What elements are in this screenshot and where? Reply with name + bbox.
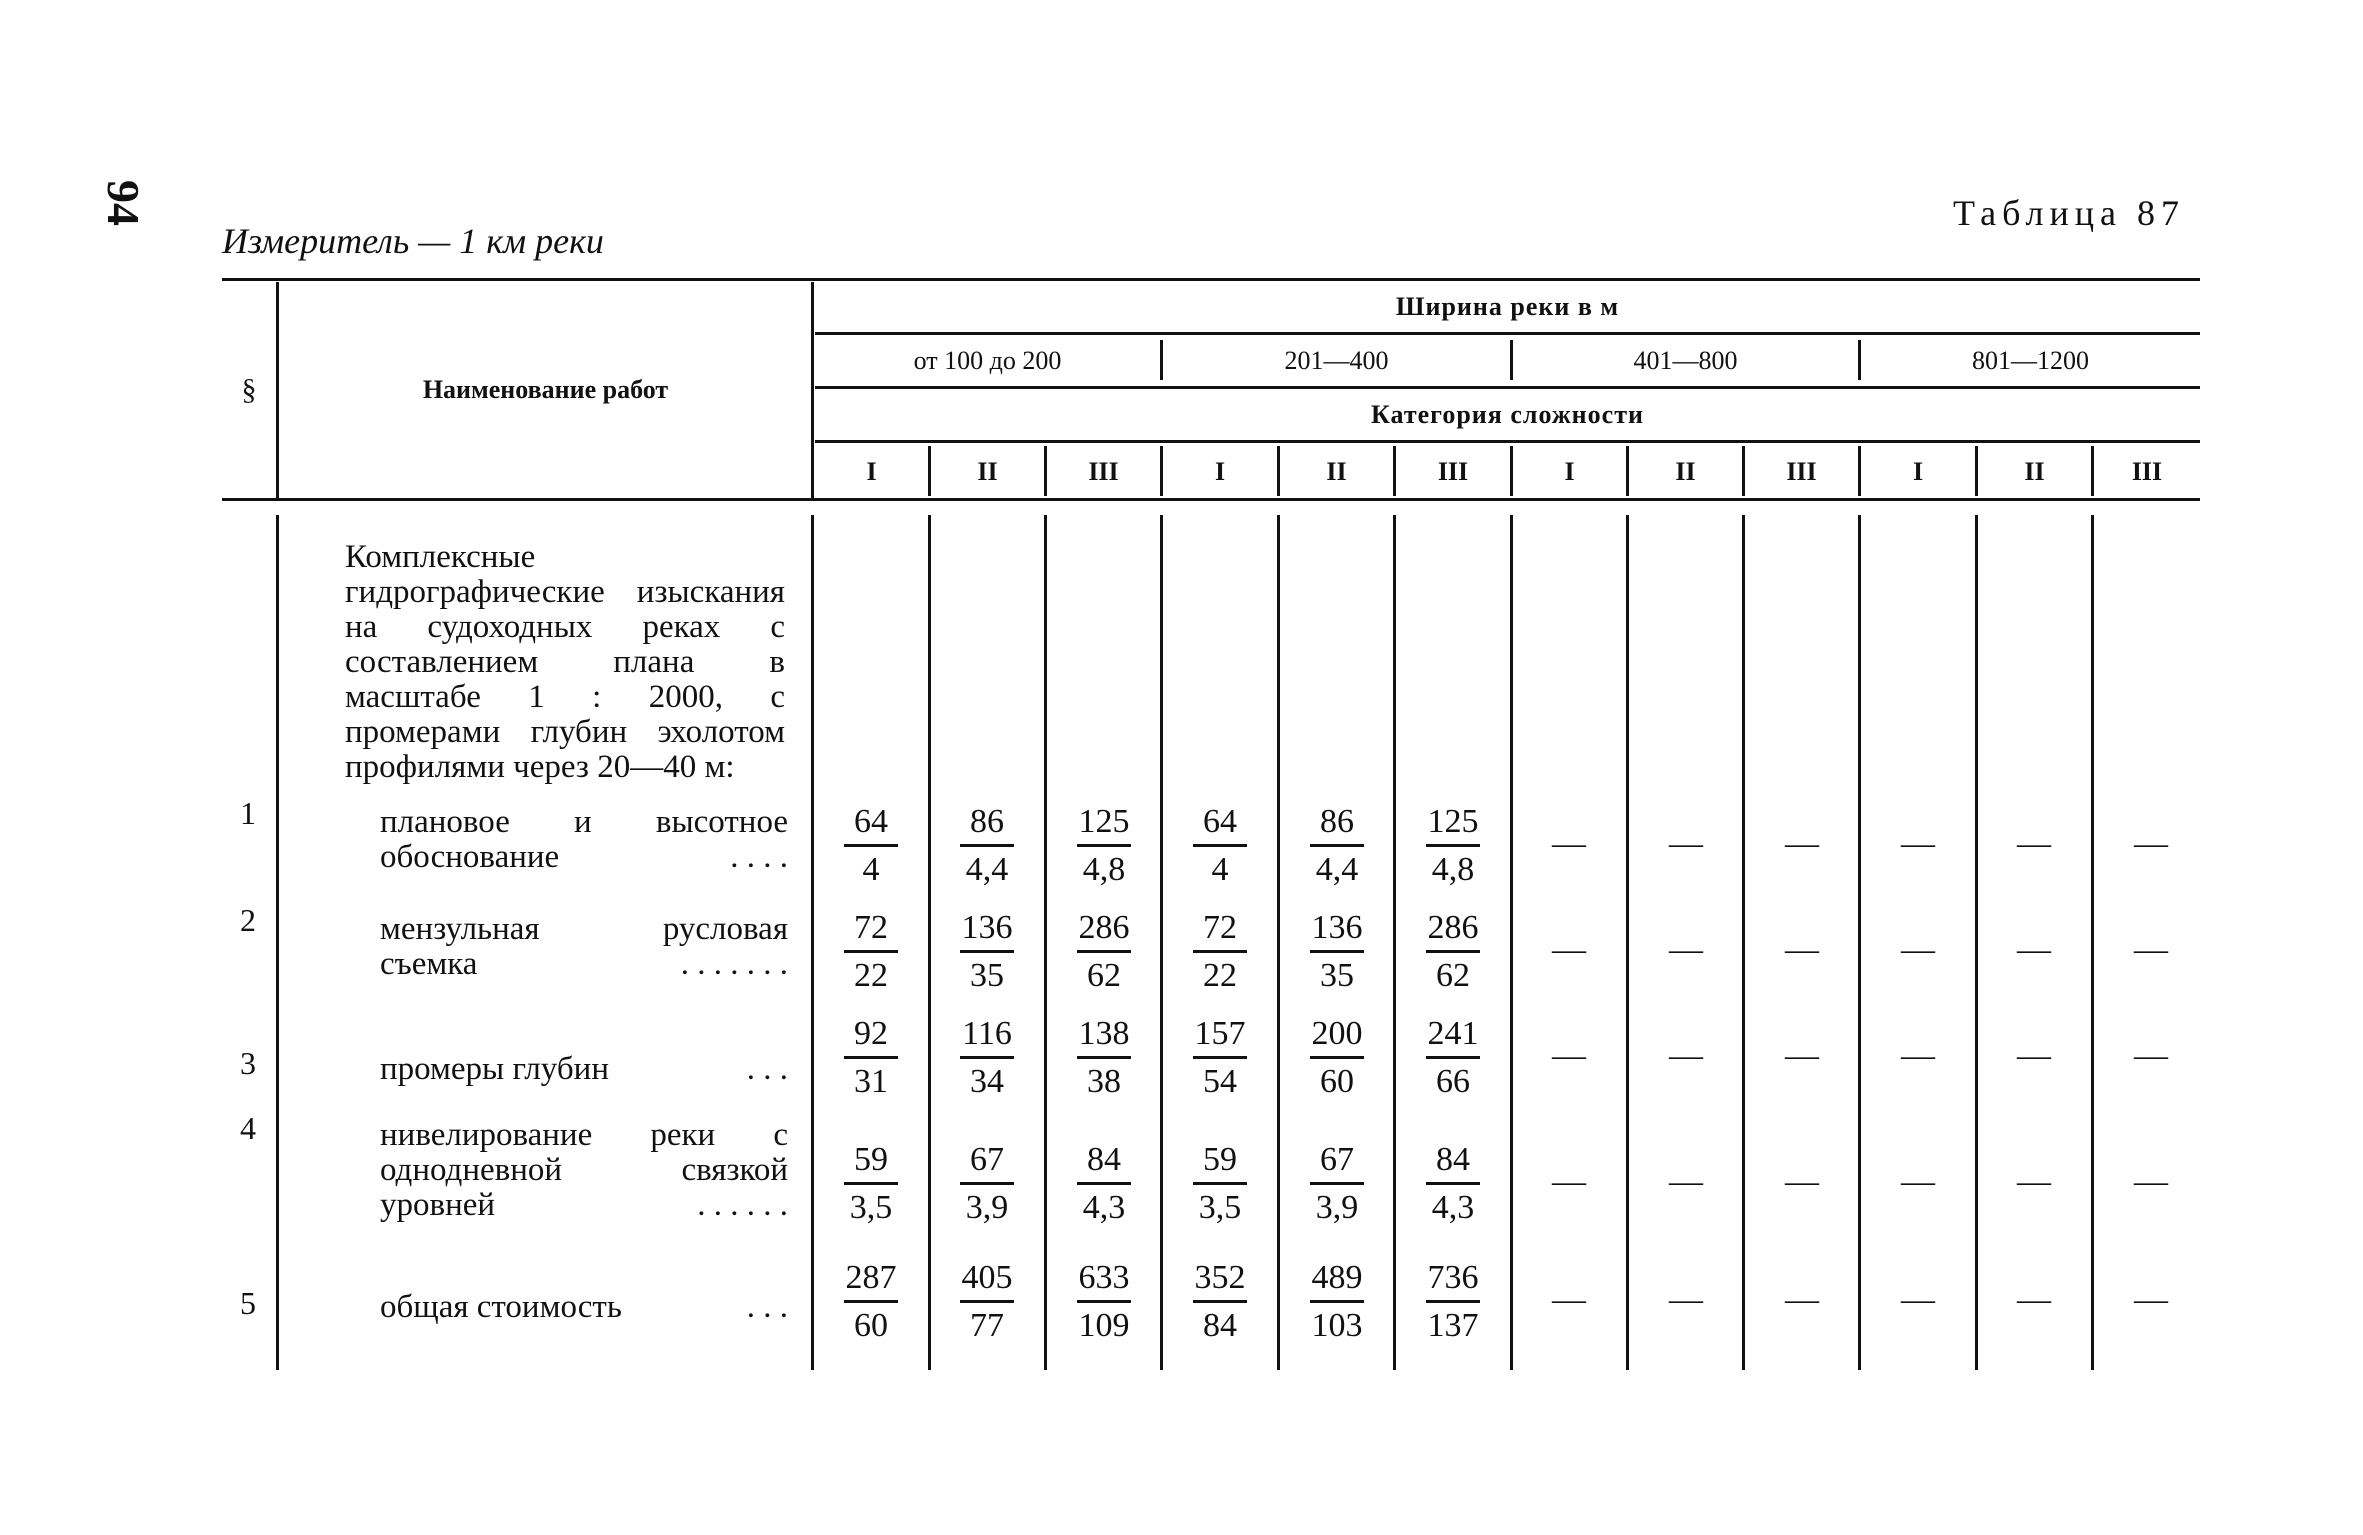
fraction-denominator: 4,8 xyxy=(1431,851,1475,888)
empty-value-dash: — xyxy=(1669,1281,1703,1318)
empty-value-dash: — xyxy=(1901,1163,1935,1200)
fraction-numerator: 125 xyxy=(1078,803,1130,840)
header-rule-complexity xyxy=(815,440,2200,443)
river-width-header: Ширина реки в м xyxy=(1395,292,1620,321)
value-fraction xyxy=(1395,1256,1511,1347)
value-fraction xyxy=(1279,1138,1395,1229)
empty-value-dash: — xyxy=(1552,1037,1586,1074)
fraction-denominator: 22 xyxy=(854,957,888,994)
row-number: 1 xyxy=(240,795,256,831)
range-header-4: 801—1200 xyxy=(1972,346,2089,375)
category-header: I xyxy=(1214,457,1226,486)
range-header-3: 401—800 xyxy=(1633,346,1738,375)
value-fraction xyxy=(1395,1138,1511,1229)
fraction-numerator: 84 xyxy=(1436,1141,1470,1178)
row-label: плановое и высотное обоснование . . . . xyxy=(380,804,788,875)
fraction-denominator: 62 xyxy=(1436,957,1470,994)
fraction-denominator: 4,4 xyxy=(965,851,1009,888)
fraction-numerator: 72 xyxy=(854,909,888,946)
empty-value-dash: — xyxy=(1785,1037,1819,1074)
fraction-numerator: 116 xyxy=(962,1015,1012,1052)
value-fraction xyxy=(1395,1012,1511,1103)
value-fraction xyxy=(929,1012,1045,1103)
range-header-1: от 100 до 200 xyxy=(913,346,1062,375)
fraction-numerator: 405 xyxy=(961,1259,1013,1296)
value-fraction xyxy=(813,800,929,891)
fraction-denominator: 137 xyxy=(1427,1307,1479,1344)
value-fraction xyxy=(1162,1012,1278,1103)
category-header: II xyxy=(1675,457,1696,486)
fraction-denominator: 35 xyxy=(1320,957,1354,994)
category-header: III xyxy=(1786,457,1817,486)
fraction-numerator: 72 xyxy=(1203,909,1237,946)
empty-value-dash: — xyxy=(2134,825,2168,862)
fraction-numerator: 736 xyxy=(1427,1259,1479,1296)
empty-value-dash: — xyxy=(1552,825,1586,862)
value-fraction xyxy=(929,906,1045,997)
value-fraction xyxy=(1046,1256,1162,1347)
fraction-numerator: 633 xyxy=(1078,1259,1130,1296)
body-col-line xyxy=(276,515,279,1370)
empty-value-dash: — xyxy=(1552,931,1586,968)
row-number: 4 xyxy=(240,1110,256,1146)
fraction-numerator: 136 xyxy=(1311,909,1363,946)
header-rule-width xyxy=(815,332,2200,335)
empty-value-dash: — xyxy=(2134,931,2168,968)
empty-value-dash: — xyxy=(1785,1163,1819,1200)
fraction-denominator: 60 xyxy=(1320,1063,1354,1100)
fraction-denominator: 84 xyxy=(1203,1307,1237,1344)
category-header: III xyxy=(1088,457,1119,486)
empty-value-dash: — xyxy=(1901,1281,1935,1318)
empty-value-dash: — xyxy=(2017,1037,2051,1074)
category-header: I xyxy=(1912,457,1924,486)
empty-value-dash: — xyxy=(1785,931,1819,968)
fraction-denominator: 4,4 xyxy=(1315,851,1359,888)
empty-value-dash: — xyxy=(2017,1281,2051,1318)
empty-value-dash: — xyxy=(1669,931,1703,968)
fraction-denominator: 109 xyxy=(1078,1307,1130,1344)
range-header-2: 201—400 xyxy=(1284,346,1389,375)
fraction-numerator: 59 xyxy=(854,1141,888,1178)
fraction-denominator: 4 xyxy=(1211,851,1229,888)
row-number: 3 xyxy=(240,1045,256,1081)
section-intro-text: Комплексные гидрографические изыскания на судоходных реках с составлением плана в масштабе 1 : 2000, с промерами глубин эхолотом профилями через 20—40 м: xyxy=(345,539,785,785)
work-name-header: Наименование работ xyxy=(422,375,669,404)
fraction-numerator: 64 xyxy=(854,803,888,840)
row-label: нивелирование реки с однодневной связкой уровней . . . . . . xyxy=(380,1117,788,1223)
fraction-numerator: 157 xyxy=(1194,1015,1246,1052)
row-number: 5 xyxy=(240,1285,256,1321)
value-fraction xyxy=(1162,906,1278,997)
value-fraction xyxy=(1279,1012,1395,1103)
fraction-denominator: 4,3 xyxy=(1082,1189,1126,1226)
value-fraction xyxy=(929,1138,1045,1229)
fraction-numerator: 67 xyxy=(1320,1141,1354,1178)
value-fraction xyxy=(813,1012,929,1103)
fraction-denominator: 77 xyxy=(970,1307,1004,1344)
fraction-numerator: 286 xyxy=(1078,909,1130,946)
fraction-denominator: 3,9 xyxy=(965,1189,1009,1226)
value-fraction xyxy=(1046,800,1162,891)
row-number: 2 xyxy=(240,902,256,938)
complexity-header: Категория сложности xyxy=(1371,400,1644,429)
fraction-denominator: 54 xyxy=(1203,1063,1237,1100)
fraction-numerator: 64 xyxy=(1203,803,1237,840)
row-label: промеры глубин . . . xyxy=(380,1051,788,1087)
fraction-denominator: 3,9 xyxy=(1315,1189,1359,1226)
category-header: II xyxy=(2024,457,2045,486)
fraction-denominator: 3,5 xyxy=(849,1189,893,1226)
value-fraction xyxy=(1395,800,1511,891)
fraction-numerator: 92 xyxy=(854,1015,888,1052)
value-fraction xyxy=(1279,906,1395,997)
fraction-numerator: 59 xyxy=(1203,1141,1237,1178)
fraction-numerator: 136 xyxy=(961,909,1013,946)
fraction-numerator: 84 xyxy=(1087,1141,1121,1178)
value-fraction xyxy=(929,1256,1045,1347)
value-fraction xyxy=(1046,1012,1162,1103)
empty-value-dash: — xyxy=(1552,1281,1586,1318)
fraction-numerator: 125 xyxy=(1427,803,1479,840)
table-title: Таблица 87 xyxy=(1953,193,2185,233)
fraction-numerator: 67 xyxy=(970,1141,1004,1178)
fraction-denominator: 4 xyxy=(862,851,880,888)
fraction-denominator: 38 xyxy=(1087,1063,1121,1100)
fraction-denominator: 34 xyxy=(970,1063,1004,1100)
category-header: I xyxy=(866,457,877,486)
empty-value-dash: — xyxy=(1669,1037,1703,1074)
empty-value-dash: — xyxy=(2017,931,2051,968)
empty-value-dash: — xyxy=(1669,1163,1703,1200)
fraction-denominator: 103 xyxy=(1311,1307,1363,1344)
value-fraction xyxy=(1395,906,1511,997)
value-fraction xyxy=(1279,800,1395,891)
fraction-numerator: 352 xyxy=(1194,1259,1246,1296)
col-divider-name xyxy=(811,282,814,498)
fraction-denominator: 60 xyxy=(854,1307,888,1344)
fraction-numerator: 86 xyxy=(1320,803,1354,840)
empty-value-dash: — xyxy=(2017,825,2051,862)
empty-value-dash: — xyxy=(2134,1281,2168,1318)
value-fraction xyxy=(1046,1138,1162,1229)
row-label: мензульная русловая съемка . . . . . . . xyxy=(380,911,788,982)
empty-value-dash: — xyxy=(2017,1163,2051,1200)
fraction-denominator: 4,3 xyxy=(1431,1189,1475,1226)
value-fraction xyxy=(1279,1256,1395,1347)
empty-value-dash: — xyxy=(1785,1281,1819,1318)
col-divider-section xyxy=(276,282,279,498)
value-fraction xyxy=(813,1256,929,1347)
header-bottom-rule xyxy=(222,498,2200,501)
value-fraction xyxy=(813,1138,929,1229)
empty-value-dash: — xyxy=(1901,1037,1935,1074)
fraction-numerator: 489 xyxy=(1311,1259,1363,1296)
value-fraction xyxy=(929,800,1045,891)
value-fraction xyxy=(1046,906,1162,997)
empty-value-dash: — xyxy=(2134,1037,2168,1074)
empty-value-dash: — xyxy=(1901,931,1935,968)
category-header: II xyxy=(1326,457,1347,486)
fraction-numerator: 286 xyxy=(1427,909,1479,946)
fraction-denominator: 66 xyxy=(1436,1063,1470,1100)
fraction-denominator: 35 xyxy=(970,957,1004,994)
empty-value-dash: — xyxy=(2134,1163,2168,1200)
value-fraction xyxy=(1162,1138,1278,1229)
fraction-denominator: 3,5 xyxy=(1198,1189,1242,1226)
value-fraction xyxy=(1162,1256,1278,1347)
value-fraction xyxy=(1162,800,1278,891)
category-header: II xyxy=(977,457,998,486)
empty-value-dash: — xyxy=(1785,825,1819,862)
fraction-numerator: 200 xyxy=(1311,1015,1363,1052)
fraction-denominator: 31 xyxy=(854,1063,888,1100)
category-header: I xyxy=(1564,457,1575,486)
fraction-denominator: 62 xyxy=(1087,957,1121,994)
row-label: общая стоимость . . . xyxy=(380,1289,788,1325)
fraction-numerator: 287 xyxy=(845,1259,897,1296)
measure-unit: Измеритель — 1 км реки xyxy=(222,221,604,261)
page-number: 94 xyxy=(98,180,149,226)
fraction-numerator: 138 xyxy=(1078,1015,1130,1052)
category-header: III xyxy=(1437,457,1469,486)
fraction-denominator: 4,8 xyxy=(1082,851,1126,888)
empty-value-dash: — xyxy=(1669,825,1703,862)
section-header: § xyxy=(241,373,257,406)
fraction-numerator: 241 xyxy=(1427,1015,1479,1052)
header-rule-ranges xyxy=(815,386,2200,389)
fraction-denominator: 22 xyxy=(1203,957,1237,994)
value-fraction xyxy=(813,906,929,997)
category-header: III xyxy=(2131,457,2163,486)
table-top-rule xyxy=(222,278,2200,281)
fraction-numerator: 86 xyxy=(970,803,1004,840)
empty-value-dash: — xyxy=(1901,825,1935,862)
empty-value-dash: — xyxy=(1552,1163,1586,1200)
